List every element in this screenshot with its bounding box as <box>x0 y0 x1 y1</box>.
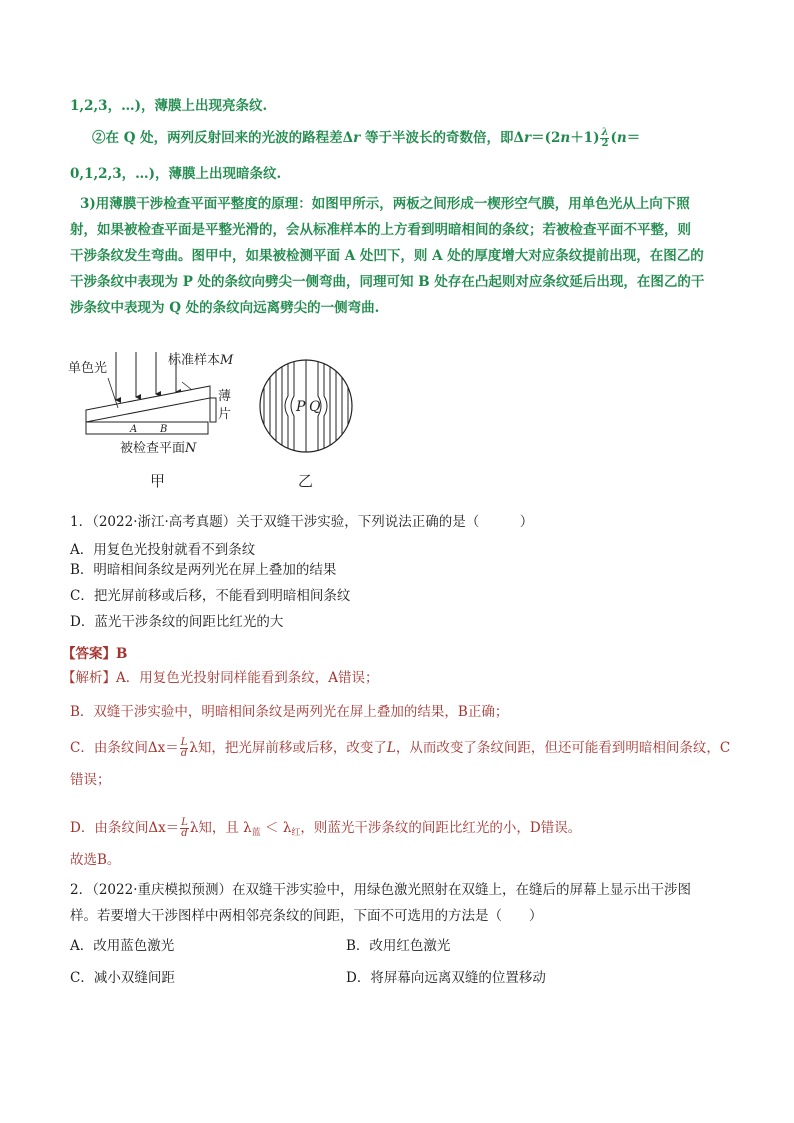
point-B: B <box>160 424 168 435</box>
theory-line-4: 3)用薄膜干涉检查平面平整度的原理：如图甲所示，两板之间形成一楔形空气膜，用单色光从上向下照 <box>80 196 690 212</box>
point-A: A <box>130 424 138 435</box>
exp-text: ，则蓝光干涉条纹的间距比红光的小，D错误。 <box>300 820 582 836</box>
q1-exp-2: B．双缝干涉实验中，明暗相间条纹是两列光在屏上叠加的结果，B正确； <box>70 704 509 720</box>
thin-sheet <box>210 398 216 422</box>
q2-option-c: C．减小双缝间距 <box>70 970 175 986</box>
q2-option-a: A．改用蓝色激光 <box>70 938 175 954</box>
frac-den: d <box>180 748 188 759</box>
q1-exp-5 <box>70 818 581 843</box>
figure-jia <box>64 342 244 492</box>
q1-option-d: D．蓝光干涉条纹的间距比红光的大 <box>70 614 284 630</box>
standard-label <box>168 352 234 368</box>
subscript-blue: 蓝 <box>251 828 261 838</box>
fraction-lambda-2 <box>600 128 609 149</box>
theory-line-2 <box>92 128 640 149</box>
test-label <box>120 440 197 456</box>
theory-line-7: 干涉条纹中表现为 P 处的条纹向劈尖一侧弯曲，同理可知 B 处存在凸起则对应条纹延后出现，在图乙的干 <box>70 274 705 290</box>
exp-text: λ知，把光屏前移或后移，改变了 <box>189 740 387 756</box>
theory-text: ②在 Q 处，两列反射回来的光波的路程差Δ <box>92 130 354 146</box>
frac-num: L <box>181 817 188 828</box>
frac-den: d <box>181 828 188 839</box>
var-n: n <box>616 130 627 146</box>
thin-label-1: 薄 <box>218 389 232 404</box>
q1-option-a: A．用复色光投射就看不到条纹 <box>70 542 256 558</box>
q1-option-b: B．明暗相间条纹是两列光在屏上叠加的结果 <box>70 562 337 578</box>
standard-text: 标准样本 <box>168 353 221 368</box>
label-Q: Q <box>309 399 321 415</box>
exp-text: ，从而改变了条纹间距，但还可能看到明暗相间条纹，C <box>395 740 731 756</box>
exp-text: C．由条纹间Δx＝ <box>70 740 179 756</box>
var-L: L <box>386 740 396 756</box>
caption-jia: 甲 <box>150 472 166 490</box>
theory-line-1: 1,2,3，…)，薄膜上出现亮条纹. <box>70 98 268 114</box>
q1-exp-3 <box>70 738 730 759</box>
frac-num: L <box>180 737 188 748</box>
q2-stem-2: 样。若要增大干涉图样中两相邻亮条纹的间距，下面不可选用的方法是（ ） <box>70 908 543 924</box>
var-r: r <box>353 130 361 146</box>
q1-exp-4: 错误； <box>70 772 111 788</box>
fraction-L-d <box>180 738 189 759</box>
test-plate <box>86 422 208 434</box>
theory-line-8: 涉条纹中表现为 Q 处的条纹向远离劈尖的一侧弯曲. <box>70 300 380 316</box>
theory-text: ＋1) <box>570 130 600 146</box>
var-n: n <box>560 130 571 146</box>
subscript-red: 红 <box>291 828 301 838</box>
theory-line-5: 射，如果被检查平面是平整光滑的，会从标准样本的上方看到明暗相间的条纹；若被检查平面不平整，则 <box>70 222 691 238</box>
test-N: N <box>185 441 197 456</box>
figure-yi <box>254 342 364 492</box>
frac-den: 2 <box>601 138 609 149</box>
q2-option-d: D．将屏幕向远离双缝的位置移动 <box>346 970 546 986</box>
theory-line-3: 0,1,2,3，…)，薄膜上出现暗条纹. <box>70 166 282 182</box>
test-text: 被检查平面 <box>120 441 186 456</box>
exp-text: ＜ λ <box>260 820 292 836</box>
frac-num: λ <box>601 127 609 138</box>
theory-text: ＝ <box>626 130 641 146</box>
exp-text: λ知，且 λ <box>189 820 252 836</box>
label-P: P <box>296 399 306 415</box>
var-r: r <box>523 130 532 146</box>
theory-text: ＝(2 <box>531 130 561 146</box>
standard-plate <box>86 386 210 422</box>
q1-exp-1: 【解析】A．用复色光投射同样能看到条纹，A错误； <box>62 670 379 686</box>
exp-text: D．由条纹间Δx＝ <box>70 820 180 836</box>
q2-option-b: B．改用红色激光 <box>346 938 451 954</box>
q1-final: 故选B。 <box>70 852 121 868</box>
theory-text: ( <box>610 130 617 146</box>
theory-line-6: 干涉条纹发生弯曲。图甲中，如果被检测平面 A 处凹下，则 A 处的厚度增大对应条纹提前出现，在图乙的 <box>70 248 704 264</box>
caption-yi: 乙 <box>298 472 314 490</box>
q2-stem-1: 2．（2022·重庆模拟预测）在双缝干涉实验中，用绿色激光照射在双缝上，在缝后的屏幕上显示出干涉图 <box>70 882 691 898</box>
q1-answer: 【答案】B <box>62 646 128 662</box>
light-label: 单色光 <box>68 361 108 376</box>
theory-text: 等于半波长的奇数倍，即Δ <box>360 130 524 146</box>
thin-label-2: 片 <box>218 407 232 422</box>
fraction-L-d <box>180 818 189 839</box>
q1-option-c: C．把光屏前移或后移，不能看到明暗相间条纹 <box>70 588 351 604</box>
q1-stem: 1．（2022·浙江·高考真题）关于双缝干涉实验，下列说法正确的是（ ） <box>70 514 534 530</box>
standard-M: M <box>220 353 234 368</box>
leader-line <box>182 382 192 390</box>
